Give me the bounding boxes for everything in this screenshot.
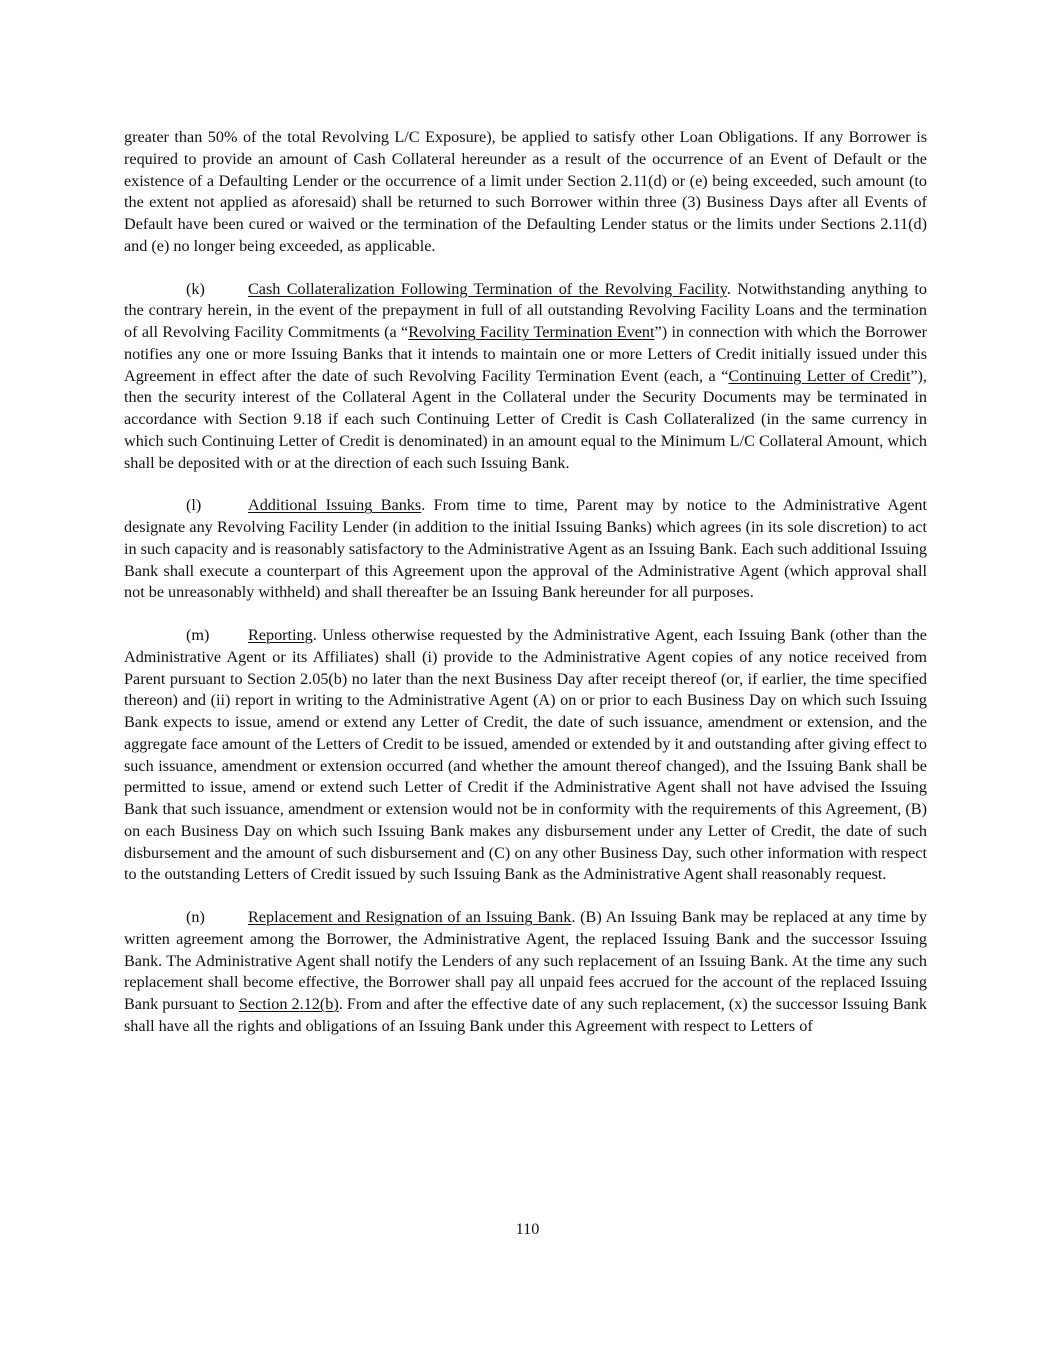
- document-page: [124, 127, 927, 1038]
- paragraph-text: . (B) An Issuing Bank may be replaced at any time by written agreement among the Borrower, the Administrative Agent, the replaced Issuing Bank and the successor Issuing Bank. The Administrative Agent shall notify the Lenders of any such replacement of an Issuing Bank. At the time any such replacement shall become effective, the Borrower shall pay all unpaid fees accrued for the account of the replaced Issuing Bank pursuant to: [124, 908, 927, 1013]
- paragraph-l: [124, 495, 927, 604]
- paragraph-text: ”) in connection with which the Borrower notifies any one or more Issuing Banks that it intends to maintain one or more Letters of Credit initially issued under this Agreement in effect after the date of such Revolving Facility Termination Event (each, a “: [124, 323, 927, 385]
- paragraph-text: ”), then the security interest of the Collateral Agent in the Collateral under the Security Documents may be terminated in accordance with Section 9.18 if each such Continuing Letter of Credit is Cash Collateralized (in the same currency in which such Continuing Letter of Credit is denominated) in an amount equal to the Minimum L/C Collateral Amount, which shall be deposited with or at the direction of each such Issuing Bank.: [124, 366, 927, 472]
- clause-heading: Additional Issuing Banks: [248, 496, 422, 515]
- paragraph-k: [124, 279, 927, 475]
- paragraph-continuation: [124, 127, 927, 258]
- defined-term: Continuing Letter of Credit: [728, 366, 911, 385]
- clause-label: (n): [186, 908, 205, 926]
- paragraph-text: . Notwithstanding anything to the contrary herein, in the event of the prepayment in full of all outstanding Revolving Facility Loans and the termination of all Revolving Facility Commitments (a “: [124, 279, 927, 341]
- clause-label: (l): [186, 496, 202, 515]
- clause-heading: Cash Collateralization Following Termination of the Revolving Facility: [248, 279, 727, 298]
- paragraph-text: . Unless otherwise requested by the Administrative Agent, each Issuing Bank (other than the Administrative Agent or its Affiliates) shall (i) provide to the Administrative Agent copies of any notice received from Parent pursuant to Section 2.05(b) no later than the next Business Day after receipt thereof (or, if earlier, the time specified thereon) and (ii) report in writing to the Administrative Agent (A) on or prior to each Business Day on which such Issuing Bank expects to issue, amend or extend any Letter of Credit, the date of such issuance, amendment or extension, and the aggregate face amount of the Letters of Credit to be issued, amended or extended by it and outstanding after giving effect to such issuance, amendment or extension occurred (and whether the amount thereof changed), and the Issuing Bank shall be permitted to issue, amend or extend such Letter of Credit if the Administrative Agent shall not have advised the Issuing Bank that such issuance, amendment or extension would not be in conformity with the requirements of this Agreement, (B) on each Business Day on which such Issuing Bank makes any disbursement under any Letter of Credit, the date of such disbursement and the amount of such disbursement and (C) on any other Business Day, such other information with respect to the outstanding Letters of Credit issued by such Issuing Bank as the Administrative Agent shall reasonably request.: [124, 626, 927, 884]
- paragraph-n: [124, 907, 927, 1038]
- clause-heading: Reporting: [248, 626, 313, 644]
- defined-term: Revolving Facility Termination Event: [408, 323, 655, 341]
- clause-heading: Replacement and Resignation of an Issuing Bank: [248, 908, 572, 926]
- paragraph-text: . From and after the effective date of any such replacement, (x) the successor Issuing Bank shall have all the rights and obligations of an Issuing Bank under this Agreement with respect to Letters of: [124, 995, 928, 1035]
- clause-label: (k): [186, 279, 205, 298]
- paragraph-text: . From time to time, Parent may by notice to the Administrative Agent designate any Revolving Facility Lender (in addition to the initial Issuing Banks) which agrees (in its sole discretion) to act in such capacity and is reasonably satisfactory to the Administrative Agent as an Issuing Bank. Each such additional Issuing Bank shall execute a counterpart of this Agreement upon the approval of the Administrative Agent (which approval shall not be unreasonably withheld) and shall thereafter be an Issuing Bank hereunder for all purposes.: [124, 496, 927, 602]
- paragraph-text: greater than 50% of the total Revolving L/C Exposure), be applied to satisfy other Loan Obligations. If any Borrower is required to provide an amount of Cash Collateral hereunder as a result of the occurrence of an Event of Default or the existence of a Defaulting Lender or the occurrence of a limit under Section 2.11(d) or (e) being exceeded, such amount (to the extent not applied as aforesaid) shall be returned to such Borrower within three (3) Business Days after all Events of Default have been cured or waived or the termination of the Defaulting Lender status or the limits under Sections 2.11(d) and (e) no longer being exceeded, as applicable.: [124, 128, 927, 255]
- section-reference: Section 2.12(b): [238, 995, 339, 1013]
- clause-label: (m): [186, 626, 210, 644]
- page-number: 110: [515, 1220, 540, 1238]
- paragraph-m: [124, 625, 927, 886]
